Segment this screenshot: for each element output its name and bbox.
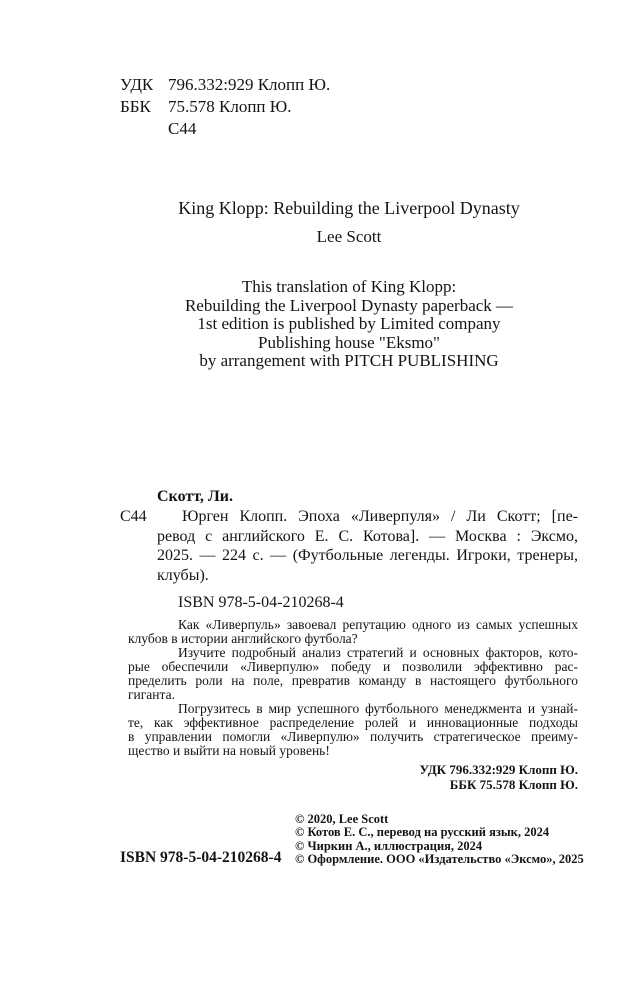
annotation-line: в управлении помогли «Ливерпулю» получить стратегическое преиму-: [128, 729, 578, 744]
udc-bottom: УДК 796.332:929 Клопп Ю.: [419, 762, 578, 777]
annotation-line: рые обеспечили «Ливерпулю» победу и позволили эффективно рас-: [128, 659, 578, 674]
translation-notice-line: by arrangement with PITCH PUBLISHING: [199, 351, 499, 370]
original-title: King Klopp: Rebuilding the Liverpool Dynasty: [178, 198, 520, 218]
catalog-isbn: ISBN 978-5-04-210268-4: [178, 594, 344, 611]
annotation-line: пределить роли на поле, превратив команду в настоящего футбольного: [128, 673, 578, 688]
udc-row: [120, 74, 330, 96]
translation-notice-line: This translation of King Klopp:: [241, 277, 457, 296]
copyright-line: © 2020, Lee Scott: [295, 812, 389, 826]
annotation-line: клубов в истории английского футбола?: [128, 631, 358, 646]
bottom-classification-codes: [128, 762, 578, 792]
author-sign-row: [120, 118, 330, 140]
original-author: Lee Scott: [316, 227, 382, 246]
author-sign-value: С44: [168, 119, 197, 138]
annotation-paragraph: [128, 618, 578, 646]
isbn-bottom: ISBN 978-5-04-210268-4: [120, 849, 282, 866]
catalog-description-line: Юрген Клопп. Эпоха «Ливерпуля» / Ли Скотт; [пе-: [182, 508, 578, 525]
annotation-line: те, как эффективное распределение ролей и инновационные подходы: [128, 715, 578, 730]
copyright-line: © Котов Е. С., перевод на русский язык, 2024: [295, 825, 550, 840]
catalog-description-line: клубы).: [157, 566, 209, 584]
top-classification-codes: [120, 74, 330, 140]
annotation-line: гиганта.: [128, 687, 175, 702]
catalog-description-line: ревод с английского Е. С. Котова]. — Москва : Эксмо,: [157, 527, 578, 545]
copyright-list: [295, 813, 584, 867]
copyright-line: © Чиркин А., иллюстрация, 2024: [295, 838, 483, 853]
original-title-block: [120, 197, 578, 248]
annotation-paragraph: [128, 646, 578, 702]
bbk-label: ББК: [120, 97, 151, 116]
annotation: [128, 618, 578, 758]
translation-notice-line: Rebuilding the Liverpool Dynasty paperback —: [184, 295, 514, 315]
bbk-bottom: ББК 75.578 Клопп Ю.: [449, 777, 578, 792]
udc-value: 796.332:929 Клопп Ю.: [168, 75, 331, 94]
bbk-row: [120, 96, 330, 118]
translation-notice: [120, 278, 578, 371]
annotation-line: Погрузитесь в мир успешного футбольного менеджмента и узнай-: [178, 701, 578, 716]
copyright-line: © Оформление. ООО «Издательство «Эксмо», 2025: [295, 852, 584, 867]
catalog-author-heading: Скотт, Ли.: [157, 488, 234, 505]
annotation-line: щество и выйти на новый уровень!: [128, 743, 330, 758]
translation-notice-line: 1st edition is published by Limited company: [197, 314, 501, 333]
catalog-card: [120, 487, 578, 613]
udc-label: УДК: [120, 75, 154, 94]
bbk-value: 75.578 Клопп Ю.: [168, 97, 292, 116]
translation-notice-line: Publishing house "Eksmo": [257, 332, 440, 352]
catalog-description-line: 2025. — 224 с. — (Футбольные легенды. Игроки, тренеры,: [157, 547, 578, 564]
annotation-paragraph: [128, 702, 578, 758]
catalog-code: С44: [120, 508, 147, 525]
annotation-line: Как «Ливерпуль» завоевал репутацию одного из самых успешных: [178, 617, 578, 632]
annotation-line: Изучите подробный анализ стратегий и основных факторов, кото-: [178, 645, 578, 660]
catalog-description: [157, 507, 578, 585]
